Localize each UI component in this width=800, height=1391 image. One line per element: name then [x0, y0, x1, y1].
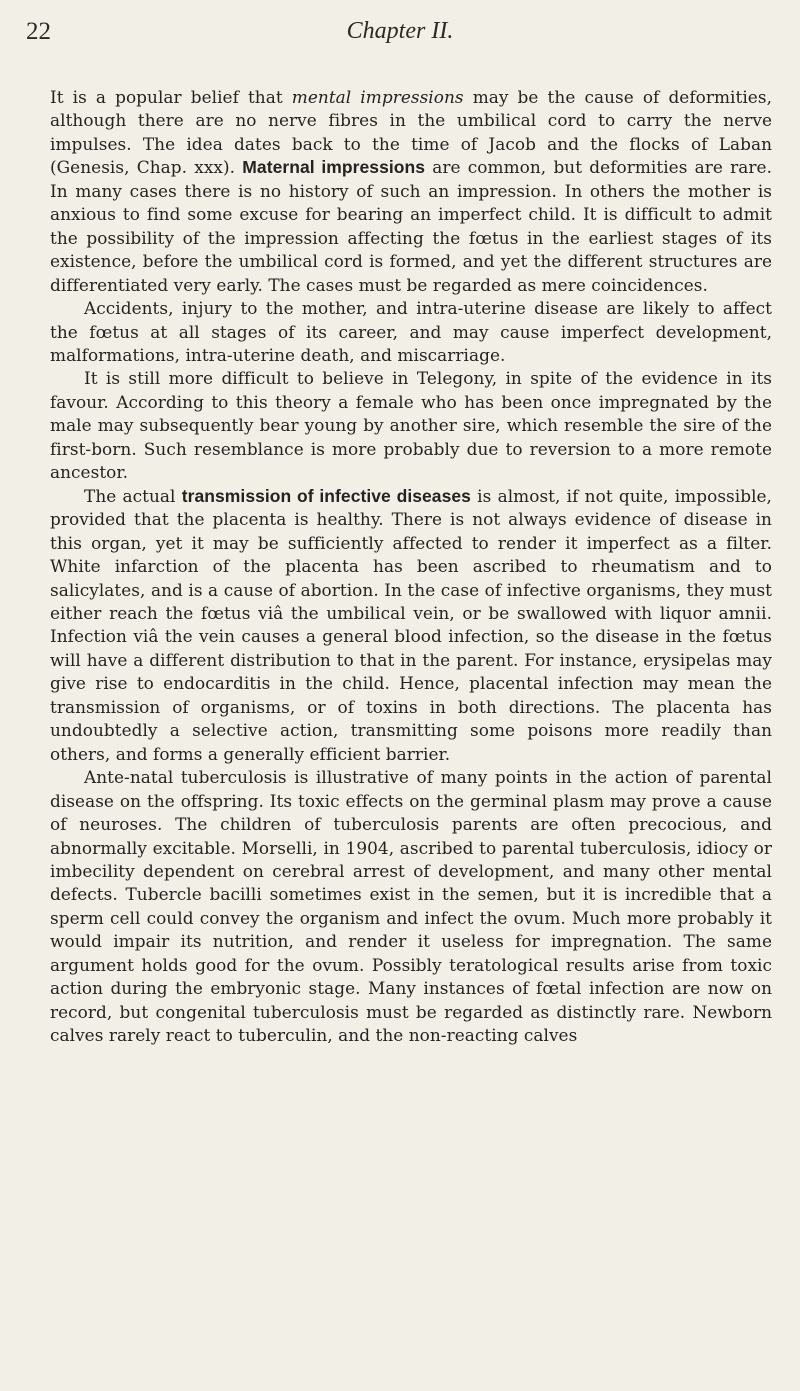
page-number: 22	[26, 18, 51, 45]
paragraph-text: may be the cause of deformities, although there are no nerve fibres in the umbilical cord to carry the nerve impulses. The idea dates back to the time of Jacob and the flocks of Laban (Genesis, Chap. xxx).	[50, 87, 772, 178]
running-head: Chapter II.	[346, 18, 454, 44]
paragraph-text: are common, but deformities are rare. In many cases there is no history of such an impression. In others the mother is anxious to find some excuse for bearing an imperfect child. It is difficult to admit the possibility of the impression affecting the fœtus in the earliest stages of its existence, before the umbilical cord is formed, and yet the different structures are differentiated very early. The cases must be regarded as mere coincidences.	[50, 157, 773, 295]
paragraph-telegony: It is still more difficult to believe in Telegony, in spite of the evidence in its favour. According to this theory a female who has been once impregnated by the male may subsequently bear young by another sire, which resemble the sire of the first-born. Such resemblance is more probably due to reversion to a more remote ancestor.	[50, 368, 772, 483]
paragraph-text: It is a popular belief that	[50, 87, 292, 107]
paragraph-text: is almost, if not quite, impossible, provided that the placenta is healthy. There is not always evidence of disease in this organ, yet it may be sufficiently affected to render it imperfect as a filter. White infarction of the placenta has been ascribed to rheumatism and to salicylates, and is a cause of abortion. In the case of infective organisms, they must either reach the fœtus viâ the umbilical vein, or be swallowed with liquor amnii. Infection viâ the vein causes a general blood infection, so the disease in the fœtus will have a different distribution to that in the parent. For instance, erysipelas may give rise to endocarditis in the child. Hence, placental infection may mean the transmission of organisms, or of toxins in both directions. The placenta has undoubtedly a selective action, transmitting some poisons more readily than others, and forms a generally efficient barrier.	[50, 485, 772, 764]
bold-term-transmission-of-infective-diseases: transmission of infective diseases	[181, 485, 471, 506]
bold-term-maternal-impressions: Maternal impressions	[242, 157, 426, 178]
paragraph-accidents: Accidents, injury to the mother, and intra-uterine disease are likely to affect the fœtus at all stages of its career, and may cause imperfect development, malformations, intra-uterine death, and miscarriage.	[50, 298, 772, 365]
italic-term-mental-impressions: mental impressions	[291, 87, 464, 107]
paragraph-transmission	[50, 485, 772, 766]
body-text	[50, 86, 772, 1048]
paragraph-tuberculosis: Ante-natal tuberculosis is illustrative of many points in the action of parental disease on the offspring. Its toxic effects on the germinal plasm may prove a cause of neuroses. The children of tuberculosis parents are often precocious, and abnormally excitable. Morselli, in 1904, ascribed to parental tuberculosis, idiocy or imbecility dependent on cerebral arrest of development, and many other mental defects. Tubercle bacilli sometimes exist in the semen, but it is incredible that a sperm cell could convey the organism and infect the ovum. Much more probably it would impair its nutrition, and render it useless for impregnation. The same argument holds good for the ovum. Possibly teratological results arise from toxic action during the embryonic stage. Many instances of fœtal infection are now on record, but congenital tuberculosis must be regarded as distinctly rare. Newborn calves rarely react to tuberculin, and the non-reacting calves	[50, 767, 772, 1046]
paragraph-text: The actual	[84, 485, 182, 506]
paragraph-mental-impressions	[50, 86, 772, 297]
